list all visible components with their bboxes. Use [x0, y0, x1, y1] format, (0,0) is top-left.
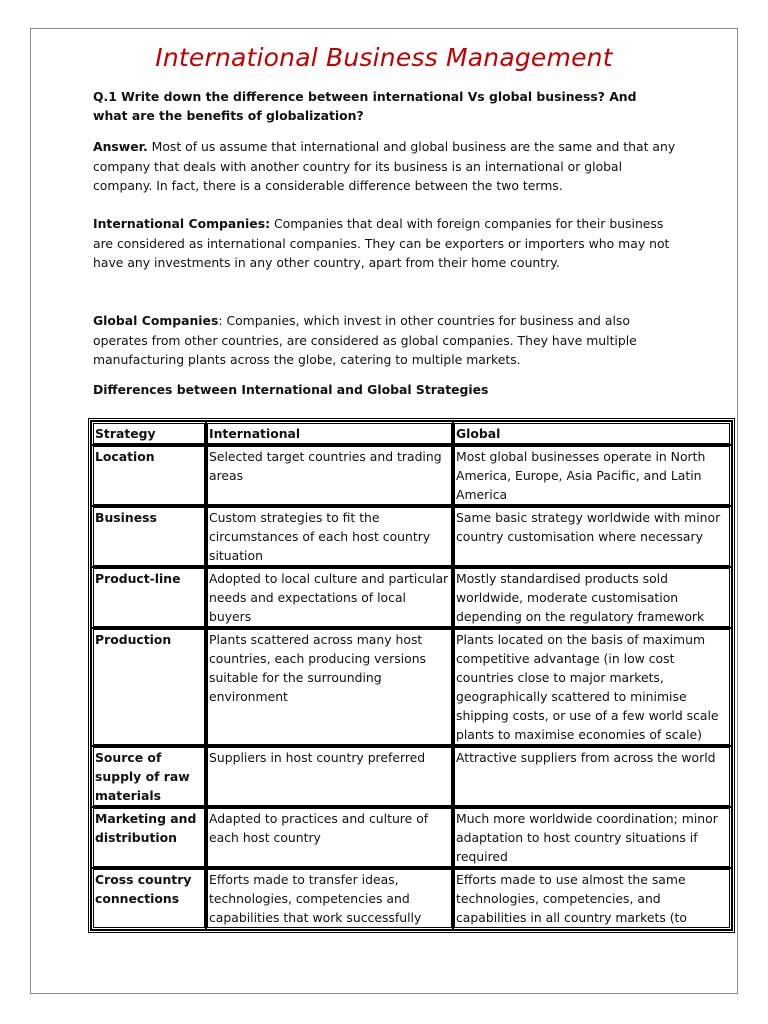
document-page [30, 28, 738, 994]
strategy-cell: Product-line [93, 568, 205, 627]
table-row [93, 507, 730, 566]
strategy-cell: Business [93, 507, 205, 566]
strategy-cell: Cross country connections [93, 869, 205, 928]
international-cell: Adapted to practices and culture of each host country [207, 808, 452, 867]
table-row [93, 747, 730, 806]
international-cell: Suppliers in host country preferred [207, 747, 452, 806]
document-title: International Business Management [155, 43, 613, 72]
international-cell: Plants scattered across many host countries, each producing versions suitable for the surrounding environment [207, 629, 452, 745]
table-row [93, 568, 730, 627]
answer-text: Most of us assume that international and global business are the same and that any company that deals with another country for its business is an international or global company. In fact, there is a considerable difference between the two terms. [93, 139, 676, 193]
table-row [93, 446, 730, 505]
global-paragraph [93, 311, 683, 370]
global-cell: Most global businesses operate in North America, Europe, Asia Pacific, and Latin America [454, 446, 730, 505]
answer-paragraph [93, 137, 683, 196]
global-cell: Mostly standardised products sold worldwide, moderate customisation depending on the regulatory framework [454, 568, 730, 627]
header-cell: Global [454, 423, 730, 444]
strategy-cell: Source of supply of raw materials [93, 747, 205, 806]
global-label: Global Companies [93, 313, 219, 328]
global-cell: Plants located on the basis of maximum competitive advantage (in low cost countries close to major markets, geographically scattered to minimise shipping costs, or use of a few world scale plants to maximise economies of scale) [454, 629, 730, 745]
international-cell: Custom strategies to fit the circumstances of each host country situation [207, 507, 452, 566]
international-label: International Companies: [93, 216, 271, 231]
international-text: Companies that deal with foreign companies for their business are considered as international companies. They can be exporters or importers who may not have any investments in any other country, apart from their home country. [93, 216, 670, 270]
global-cell: Efforts made to use almost the same technologies, competencies, and capabilities in all country markets (to [454, 869, 730, 928]
table-header-row [93, 423, 730, 444]
international-cell: Efforts made to transfer ideas, technologies, competencies and capabilities that work successfully [207, 869, 452, 928]
table-row [93, 629, 730, 745]
header-cell: Strategy [93, 423, 205, 444]
header-cell: International [207, 423, 452, 444]
strategy-cell: Production [93, 629, 205, 745]
international-cell: Adopted to local culture and particular needs and expectations of local buyers [207, 568, 452, 627]
table-row [93, 869, 730, 928]
table-row [93, 808, 730, 867]
global-cell: Same basic strategy worldwide with minor country customisation where necessary [454, 507, 730, 566]
global-text: : Companies, which invest in other countries for business and also operates from other countries, are considered as global companies. They have multiple manufacturing plants across the globe, catering to multiple markets. [93, 313, 637, 367]
international-paragraph [93, 214, 683, 273]
global-cell: Attractive suppliers from across the world [454, 747, 730, 806]
answer-label: Answer. [93, 139, 148, 154]
strategy-cell: Marketing and distribution [93, 808, 205, 867]
strategy-table [90, 420, 733, 931]
international-cell: Selected target countries and trading areas [207, 446, 452, 505]
global-cell: Much more worldwide coordination; minor adaptation to host country situations if required [454, 808, 730, 867]
question: Q.1 Write down the difference between international Vs global business? And what are the benefits of globalization? [93, 89, 637, 123]
table-heading: Differences between International and Global Strategies [93, 382, 489, 397]
strategy-cell: Location [93, 446, 205, 505]
